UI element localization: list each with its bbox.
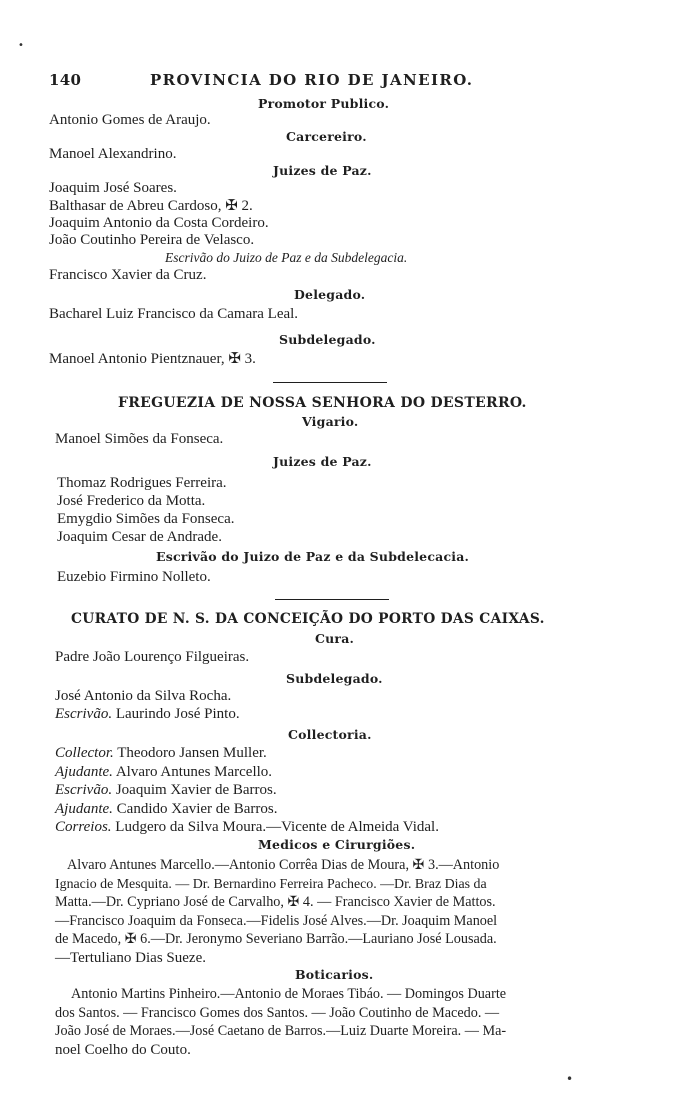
subdelegado-heading-3: Subdelegado.: [286, 671, 383, 686]
carcereiro-name: Manoel Alexandrino.: [49, 146, 177, 162]
collectoria-entry: [55, 744, 267, 763]
boticarios-heading: Boticarios.: [295, 967, 374, 982]
escrivao-name: Francisco Xavier da Cruz.: [49, 267, 207, 283]
vigario-name: Manoel Simões da Fonseca.: [55, 431, 224, 447]
collectoria-entry: [55, 763, 272, 782]
juiz-line: José Frederico da Motta.: [57, 493, 206, 509]
juiz-line: Joaquim Cesar de Andrade.: [57, 529, 222, 545]
promotor-heading: Promotor Publico.: [258, 96, 390, 111]
juizes-heading-2: Juizes de Paz.: [273, 454, 372, 469]
delegado-name: Bacharel Luiz Francisco da Camara Leal.: [49, 306, 299, 322]
medicos-paragraph-line: Matta.—Dr. Cypriano José de Carvalho, ✠ 4. — Francisco Xavier de Mattos.: [55, 894, 496, 910]
role-label: Escrivão.: [55, 782, 113, 798]
cura-heading: Cura.: [315, 631, 355, 646]
role-holder: Joaquim Xavier de Barros.: [115, 782, 277, 798]
escrivao-heading-2: Escrivão do Juizo de Paz e da Subdelecacia.: [156, 549, 470, 564]
medicos-paragraph-line: —Tertuliano Dias Sueze.: [55, 950, 206, 966]
subdelegado-name-3: José Antonio da Silva Rocha.: [55, 688, 232, 704]
escrivao-name-2: Euzebio Firmino Nolleto.: [57, 569, 211, 585]
section-title-porto-das-caixas: CURATO DE N. S. DA CONCEIÇÃO DO PORTO DAS CAIXAS.: [71, 611, 545, 627]
subdelegado-name: Manoel Antonio Pientznauer, ✠ 3.: [49, 351, 256, 367]
escrivao-heading: Escrivão do Juizo de Paz e da Subdelegacia.: [165, 250, 408, 265]
boticarios-paragraph-line: João José de Moraes.—José Caetano de Barros.—Luiz Duarte Moreira. — Ma-: [55, 1023, 507, 1039]
role-label: Ajudante.: [55, 801, 113, 817]
cura-name: Padre João Lourenço Filgueiras.: [55, 649, 250, 665]
juiz-line: Thomaz Rodrigues Ferreira.: [57, 475, 227, 491]
collectoria-entry: [55, 781, 277, 800]
promotor-name: Antonio Gomes de Araujo.: [49, 112, 211, 128]
boticarios-paragraph-line: Antonio Martins Pinheiro.—Antonio de Moraes Tibáo. — Domingos Duarte: [71, 986, 507, 1002]
juiz-line: João Coutinho Pereira de Velasco.: [49, 232, 255, 248]
collectoria-entry: [55, 800, 277, 819]
delegado-heading: Delegado.: [294, 287, 366, 302]
carcereiro-heading: Carcereiro.: [286, 129, 367, 144]
role-holder: Laurindo José Pinto.: [115, 706, 240, 722]
juiz-line: Balthasar de Abreu Cardoso, ✠ 2.: [49, 198, 253, 214]
subdelegado-heading: Subdelegado.: [279, 332, 376, 347]
ink-speck: •: [566, 1072, 574, 1086]
role-holder: Alvaro Antunes Marcello.: [115, 764, 273, 780]
role-label: Collector.: [55, 745, 114, 761]
page-number: 140: [49, 71, 82, 89]
boticarios-paragraph-line: noel Coelho do Couto.: [55, 1042, 191, 1058]
medicos-paragraph-line: —Francisco Joaquim da Fonseca.—Fidelis José Alves.—Dr. Joaquim Manoel: [55, 913, 498, 929]
juiz-line: Joaquim Antonio da Costa Cordeiro.: [49, 215, 269, 231]
juiz-line: Joaquim José Soares.: [49, 180, 177, 196]
medicos-paragraph-line: Alvaro Antunes Marcello.—Antonio Corrêa Dias de Moura, ✠ 3.—Antonio: [67, 857, 500, 873]
role-holder: Ludgero da Silva Moura.—Vicente de Almeida Vidal.: [115, 819, 439, 835]
section-divider: [273, 382, 387, 383]
medicos-paragraph-line: de Macedo, ✠ 6.—Dr. Jeronymo Severiano Barrão.—Lauriano José Lousada.: [55, 931, 497, 947]
running-title: PROVINCIA DO RIO DE JANEIRO.: [150, 71, 474, 89]
subdelegado-escrivao-line: [55, 705, 240, 724]
role-label: Ajudante.: [55, 764, 113, 780]
role-label: Correios.: [55, 819, 112, 835]
section-title-desterro: FREGUEZIA DE NOSSA SENHORA DO DESTERRO.: [118, 395, 527, 411]
ink-speck: •: [18, 40, 24, 51]
boticarios-paragraph-line: dos Santos. — Francisco Gomes dos Santos. — João Coutinho de Macedo. —: [55, 1005, 500, 1021]
juiz-line: Emygdio Simões da Fonseca.: [57, 511, 235, 527]
medicos-heading: Medicos e Cirurgiões.: [258, 837, 416, 852]
medicos-paragraph-line: Ignacio de Mesquita. — Dr. Bernardino Ferreira Pacheco. —Dr. Braz Dias da: [55, 877, 487, 892]
role-holder: Candido Xavier de Barros.: [116, 801, 278, 817]
juizes-heading: Juizes de Paz.: [273, 163, 372, 178]
role-holder: Theodoro Jansen Muller.: [117, 745, 267, 761]
collectoria-entry: [55, 818, 439, 837]
vigario-heading: Vigario.: [302, 414, 359, 429]
section-divider: [275, 599, 389, 600]
collectoria-heading: Collectoria.: [288, 727, 372, 742]
role-label: Escrivão.: [55, 706, 113, 722]
